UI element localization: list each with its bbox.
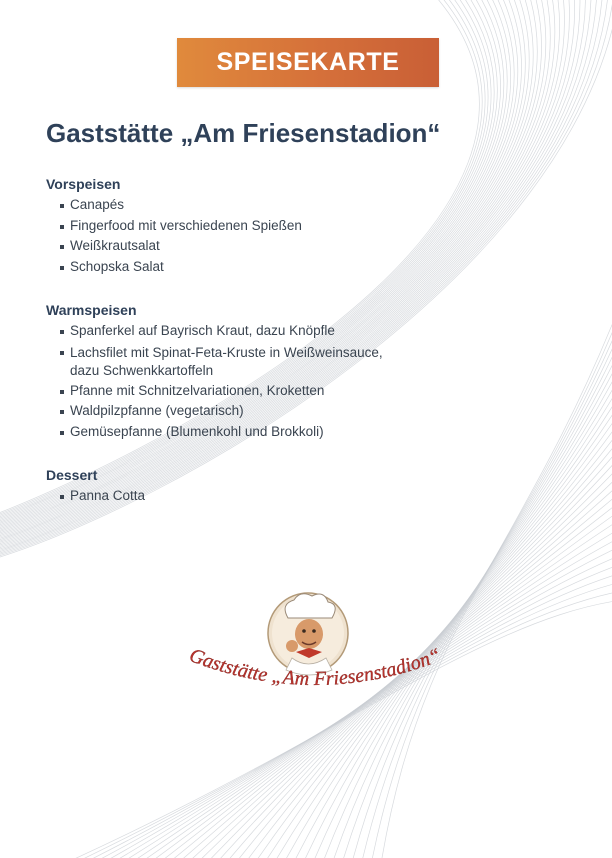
menu-item: Canapés [60,195,302,216]
banner-label: SPEISEKARTE [216,48,400,76]
menu-item: Spanferkel auf Bayrisch Kraut, dazu Knöpfle [60,321,410,342]
page-title: Gaststätte „Am Friesenstadion“ [46,118,441,148]
menu-item: Lachsfilet mit Spinat-Feta-Kruste in Weißweinsauce, dazu Schwenkkartoffeln [60,342,410,381]
menu-list [46,486,145,507]
menu-item: Fingerfood mit verschiedenen Spießen [60,216,302,237]
wave-line [380,300,612,858]
section-warmspeisen [46,302,410,442]
section-vorspeisen [46,176,302,277]
menu-list [46,195,302,277]
menu-item: Gemüsepfanne (Blumenkohl und Brokkoli) [60,422,410,443]
chef-icon [268,593,348,675]
menu-item: Schopska Salat [60,257,302,278]
menu-item: Pfanne mit Schnitzelvariationen, Kroketten [60,381,410,402]
menu-item: Waldpilzpfanne (vegetarisch) [60,401,410,422]
menu-item: Panna Cotta [60,486,145,507]
menu-item: Weißkrautsalat [60,236,302,257]
restaurant-logo [180,590,450,710]
section-heading: Dessert [46,467,98,483]
section-heading: Vorspeisen [46,176,121,192]
speisekarte-banner [177,38,439,87]
section-dessert [46,467,145,507]
section-heading: Warmspeisen [46,302,137,318]
logo-text: Gaststätte „Am Friesenstadion“ [186,644,444,691]
menu-list [46,321,410,442]
